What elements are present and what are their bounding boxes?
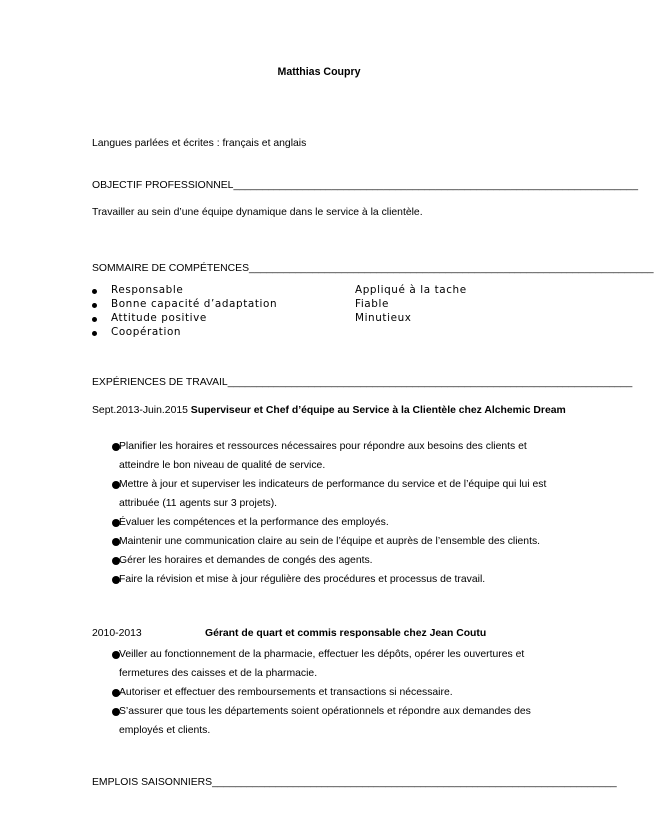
- job1-bullet: Faire la révision et mise à jour régulière des procédures et processus de travail.: [119, 574, 486, 585]
- bullet-icon: [92, 289, 97, 294]
- job1-bullet: Mettre à jour et superviser les indicateurs de performance du service et de l’équipe qui lui est attribuée (11 agents sur 3 projets).: [119, 479, 547, 509]
- experience-heading: [92, 376, 633, 389]
- job1-header: [92, 404, 566, 417]
- experience-heading-underline: ______________________________________________________________________: [227, 377, 633, 388]
- job2-bullet: Autoriser et effectuer des remboursements et transactions si nécessaire.: [119, 687, 453, 698]
- objective-heading-text: OBJECTIF PROFESSIONNEL: [92, 180, 234, 191]
- job2-dates: 2010-2013: [92, 628, 142, 639]
- job1-bullet: Maintenir une communication claire au sein de l’équipe et auprès de l’ensemble des clients.: [119, 536, 541, 547]
- resume-name: Matthias Coupry: [277, 66, 361, 78]
- skill-item: Responsable: [111, 284, 184, 296]
- objective-heading-underline: ______________________________________________________________________: [233, 180, 638, 191]
- objective-text: Travailler au sein d’une équipe dynamique dans le service à la clientèle.: [92, 207, 423, 218]
- skill-item: Coopération: [111, 326, 182, 338]
- job1-bullet: Gérer les horaires et demandes de congés des agents.: [119, 555, 373, 566]
- job1-bullet: Planifier les horaires et ressources nécessaires pour répondre aux besoins des clients et atteindre le bon niveau de qualité de service.: [119, 441, 527, 471]
- skills-heading: [92, 262, 654, 275]
- bullet-icon: [92, 331, 97, 336]
- skill-item: Minutieux: [355, 312, 412, 324]
- objective-heading: [92, 179, 638, 192]
- seasonal-heading-underline: ______________________________________________________________________: [212, 777, 617, 788]
- job1-dates: Sept.2013-Juin.2015: [92, 405, 188, 416]
- job2-bullet: Veiller au fonctionnement de la pharmacie, effectuer les dépôts, opérer les ouvertures et fermetures des caisses et de la pharmacie.: [119, 649, 525, 679]
- bullet-icon: [92, 317, 97, 322]
- skill-item: Fiable: [355, 298, 389, 310]
- skill-item: Bonne capacité d’adaptation: [111, 298, 278, 310]
- job2-title: Gérant de quart et commis responsable chez Jean Coutu: [205, 628, 487, 639]
- job2-bullet: S’assurer que tous les départements soient opérationnels et répondre aux demandes des employés et clients.: [119, 706, 531, 736]
- skill-item: Appliqué à la tache: [355, 284, 467, 296]
- skill-item: Attitude positive: [111, 312, 207, 324]
- skills-heading-underline: ______________________________________________________________________: [249, 263, 654, 274]
- languages-line: Langues parlées et écrites : français et anglais: [92, 138, 307, 149]
- seasonal-heading: [92, 776, 617, 789]
- seasonal-heading-text: EMPLOIS SAISONNIERS: [92, 777, 213, 788]
- skills-heading-text: SOMMAIRE DE COMPÉTENCES: [92, 263, 250, 274]
- job1-bullet: Évaluer les compétences et la performance des employés.: [119, 517, 389, 528]
- experience-heading-text: EXPÉRIENCES DE TRAVAIL: [92, 377, 228, 388]
- bullet-icon: [92, 303, 97, 308]
- job1-title: Superviseur et Chef d’équipe au Service à la Clientèle chez Alchemic Dream: [190, 405, 566, 416]
